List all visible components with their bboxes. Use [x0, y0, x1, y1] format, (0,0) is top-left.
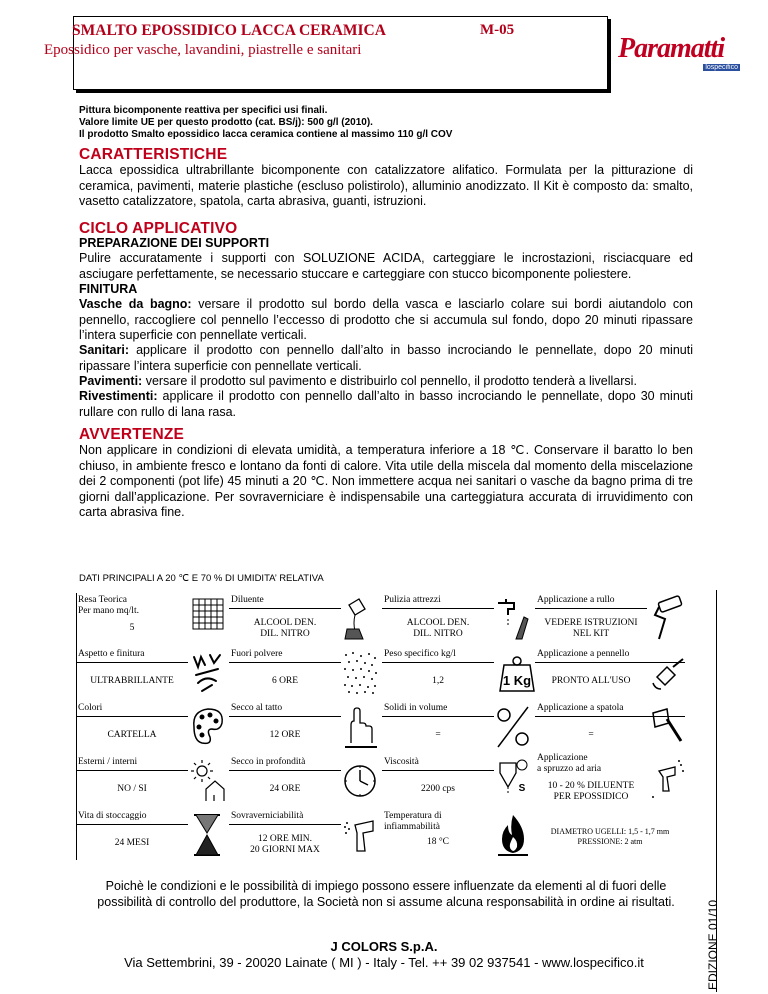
- company-name: J COLORS S.p.A.: [330, 939, 438, 954]
- cell-diluente: [229, 593, 382, 646]
- edition-label: [696, 840, 720, 990]
- nozzle-info: DIAMETRO UGELLI: 1,5 - 1,7 mm PRESSIONE: 2 atm: [550, 827, 670, 846]
- cell-value: NO / SI: [117, 784, 147, 794]
- cell-value: 18 °C: [426, 837, 449, 847]
- dati-title: DATI PRINCIPALI A 20 ℃ E 70 % DI UMIDITA’ RELATIVA: [79, 573, 324, 584]
- finitura-heading: FINITURA: [79, 282, 138, 296]
- sun-house-icon: [188, 757, 226, 803]
- prep-text: Pulire accuratamente i supporti con SOLUZIONE ACIDA, carteggiare le incrostazioni, risciacquare ed asciugare perfettamente, se necessario stuccare e carteggiare con stucco bicomponente poliestere.: [79, 251, 693, 281]
- logo-tagline: lospecifico: [705, 64, 738, 71]
- divider: [382, 608, 494, 609]
- cell-secco-profondita: [229, 755, 382, 808]
- cell-secco-tatto: [229, 701, 382, 754]
- cell-label: Applicazione a pennello: [537, 649, 630, 659]
- weight-icon: [490, 649, 536, 695]
- prep-heading: PREPARAZIONE DEI SUPPORTI: [79, 236, 270, 250]
- sanitari-label: Sanitari:: [79, 343, 130, 357]
- sanitari-paragraph: [79, 343, 693, 374]
- divider: [76, 716, 188, 717]
- viscosity-cup-icon: [494, 757, 532, 803]
- rivestimenti-label: Rivestimenti:: [79, 389, 158, 403]
- cell-rullo: [535, 593, 688, 646]
- company-address: Via Settembrini, 39 - 20020 Lainate ( MI ) - Italy - Tel. ++ 39 02 937541 - www.lospecifico.it: [124, 955, 644, 970]
- clock-icon: [341, 757, 379, 803]
- cell-label: Applicazione a spruzzo ad aria: [537, 753, 602, 774]
- avvertenze-text: Non applicare in condizioni di elevata umidità, a temperatura inferiore a 18 ℃. Conservare il baratto lo ben chiuso, in ambiente fresco e lontano da fonti di calore. Vita utile della miscela dal momento della miscelazione dei 2 componenti (pot life) 45 minuti a 20 ℃. Non immettere acqua nei sanitari o vasche da bagno prima di tre giorni dall’applicazione. Per sovraverniciare è indispensabile una carteggiatura accurata di irruvidimento con carta abrasiva fine.: [79, 443, 693, 519]
- cell-viscosita: [382, 755, 535, 808]
- cell-value: 5: [129, 623, 135, 633]
- pavimenti-paragraph: [79, 374, 693, 390]
- spatula-icon: [647, 703, 685, 749]
- brand-logo: [618, 33, 740, 75]
- hourglass-icon: [188, 811, 226, 857]
- tap-cleaning-icon: [494, 595, 532, 641]
- viscosity-label: S: [518, 783, 526, 794]
- grid-coverage-icon: [188, 595, 226, 641]
- cell-resa: [76, 593, 229, 646]
- grid-line: [76, 593, 77, 860]
- flame-icon: [494, 811, 532, 857]
- divider: [382, 716, 494, 717]
- cell-value: 1,2: [432, 676, 444, 686]
- cell-label: Viscosità: [384, 757, 419, 767]
- divider: [76, 662, 188, 663]
- weight-label: 1 Kg: [502, 673, 532, 688]
- divider: [382, 662, 494, 663]
- intro-line: Valore limite UE per questo prodotto (cat. BS/j): 500 g/l (2010).: [79, 117, 373, 128]
- section-heading-caratteristiche: CARATTERISTICHE: [79, 146, 228, 163]
- divider: [229, 770, 341, 771]
- cell-ugelli: [535, 809, 688, 862]
- percent-icon: [494, 703, 532, 749]
- rivestimenti-text: applicare il prodotto con pennello dall’alto in basso incrociando le pennellate, dopo 30 minuti rullare con rullo di lana rasa.: [79, 389, 693, 419]
- cell-sovraverniciabilita: [229, 809, 382, 862]
- cell-pennello: [535, 647, 688, 700]
- cell-label: Colori: [78, 703, 103, 713]
- cell-label: Solidi in volume: [384, 703, 448, 713]
- cell-label: Secco al tatto: [231, 703, 283, 713]
- cell-label: Applicazione a rullo: [537, 595, 615, 605]
- cell-aspetto: [76, 647, 229, 700]
- cell-pulizia: [382, 593, 535, 646]
- product-code: M-05: [480, 22, 515, 38]
- cell-value: 6 ORE: [271, 676, 299, 686]
- paint-roller-icon: [647, 595, 685, 641]
- cell-label: Vita di stoccaggio: [78, 811, 147, 821]
- cell-value: 10 - 20 % DILUENTE PER EPOSSIDICO: [547, 781, 635, 802]
- divider: [382, 770, 494, 771]
- cell-label: Secco in profondità: [231, 757, 306, 767]
- cell-label: Fuori polvere: [231, 649, 283, 659]
- cell-value: 12 ORE MIN. 20 GIORNI MAX: [250, 834, 320, 855]
- dust-icon: [341, 649, 379, 695]
- divider: [76, 824, 188, 825]
- pavimenti-text: versare il prodotto sul pavimento e distribuirlo col pennello, il prodotto tenderà a livellarsi.: [142, 374, 637, 388]
- divider: [229, 608, 341, 609]
- vasche-label: Vasche da bagno:: [79, 297, 192, 311]
- gloss-finish-icon: [188, 649, 226, 695]
- air-spray-icon: [647, 757, 685, 803]
- divider: [229, 662, 341, 663]
- product-subtitle: Epossidico per vasche, lavandini, piastrelle e sanitari: [44, 42, 362, 58]
- cell-value: VEDERE ISTRUZIONI NEL KIT: [544, 618, 638, 639]
- cell-value: PRONTO ALL'USO: [551, 676, 631, 686]
- hand-touch-icon: [341, 703, 379, 749]
- intro-line: Il prodotto Smalto epossidico lacca ceramica contiene al massimo 110 g/l COV: [79, 129, 453, 140]
- cell-vita: [76, 809, 229, 862]
- rivestimenti-paragraph: [79, 389, 693, 420]
- cell-label: Esterni / interni: [78, 757, 138, 767]
- section-heading-ciclo: CICLO APPLICATIVO: [79, 220, 238, 237]
- cell-value: 12 ORE: [269, 730, 301, 740]
- product-title: SMALTO EPOSSIDICO LACCA CERAMICA: [72, 22, 386, 39]
- cell-value: 24 ORE: [269, 784, 301, 794]
- cell-value: =: [588, 730, 594, 740]
- cell-colori: [76, 701, 229, 754]
- cell-label: Diluente: [231, 595, 264, 605]
- section-heading-avvertenze: AVVERTENZE: [79, 426, 185, 443]
- cell-value: CARTELLA: [107, 730, 157, 740]
- edition-text: EDIZIONE 01/10: [706, 899, 720, 990]
- caratteristiche-text: Lacca epossidica ultrabrillante bicomponente con catalizzatore alifatico. Formulata per la pitturazione di ceramica, pavimenti, materie plastiche (escluso polistirolo), alluminio anodizzato. Il Kit è composto da: smalto, vasetto catalizzatore, spatola, carta abrasiva, guanti, istruzioni.: [79, 163, 693, 208]
- cell-label: Resa Teorica Per mano mq/lt.: [78, 595, 139, 616]
- cell-value: =: [435, 730, 441, 740]
- cell-esterni: [76, 755, 229, 808]
- divider: [229, 716, 341, 717]
- cell-fuori-polvere: [229, 647, 382, 700]
- cell-infiammabilita: [382, 809, 535, 862]
- cell-label: Pulizia attrezzi: [384, 595, 441, 605]
- pavimenti-label: Pavimenti:: [79, 374, 143, 388]
- cell-label: Applicazione a spatola: [537, 703, 624, 713]
- cell-label: Sovraverniciabilità: [231, 811, 304, 821]
- technical-data-table: [76, 593, 688, 860]
- cell-value: 2200 cps: [420, 784, 456, 794]
- cell-label: Peso specifico kg/l: [384, 649, 456, 659]
- vasche-text: versare il prodotto sul bordo della vasca e lasciarlo colare sui bordi aiutandolo con pennello, raccogliere col pennello l’eccesso di prodotto che si accumula sul fondo, dopo 20 minuti ripassare l’intera superficie con pennellate verticali.: [79, 297, 694, 342]
- thinner-can-icon: [341, 595, 379, 641]
- cell-value: ALCOOL DEN. DIL. NITRO: [253, 618, 317, 639]
- cell-label: Aspetto e finitura: [78, 649, 145, 659]
- cell-value: ALCOOL DEN. DIL. NITRO: [406, 618, 470, 639]
- vasche-paragraph: [79, 297, 693, 344]
- logo-wordmark: Paramatti: [618, 33, 725, 64]
- intro-line: Pittura bicomponente reattiva per specifici usi finali.: [79, 105, 328, 116]
- spray-gun-icon: [341, 811, 379, 857]
- divider: [76, 770, 188, 771]
- cell-value: 24 MESI: [114, 838, 150, 848]
- paint-brush-icon: [647, 649, 685, 695]
- cell-value: ULTRABRILLANTE: [90, 676, 174, 686]
- cell-solidi: [382, 701, 535, 754]
- palette-icon: [188, 703, 226, 749]
- cell-label: Temperatura di infiammabilità: [384, 811, 442, 832]
- sanitari-text: applicare il prodotto con pennello dall’alto in basso incrociando le pennellate, dopo 20 minuti ripassare l’intera superficie con pennellate verticali.: [79, 343, 693, 373]
- cell-spatola: [535, 701, 688, 754]
- divider: [229, 824, 341, 825]
- intro-block: [79, 105, 452, 141]
- disclaimer: Poichè le condizioni e le possibilità di impiego possono essere influenzate da elementi al di fuori delle possibilità di controllo del produttore, la Società non si assume alcuna responsabilità in ordine ai risultati.: [97, 879, 675, 909]
- cell-peso: [382, 647, 535, 700]
- divider: [535, 608, 647, 609]
- cell-spruzzo: [535, 755, 688, 808]
